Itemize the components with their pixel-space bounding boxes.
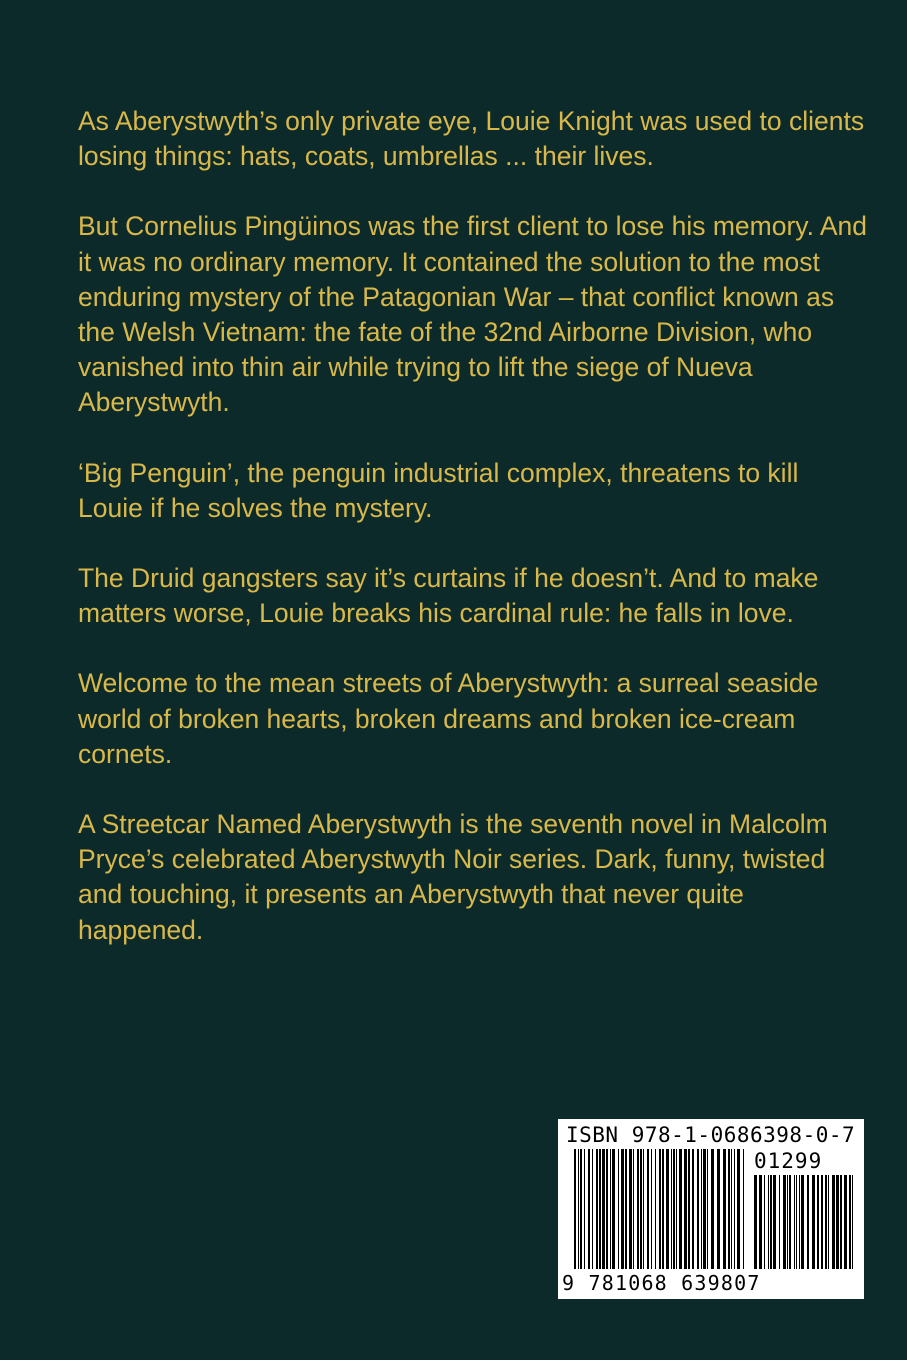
barcode-bar	[676, 1149, 677, 1269]
barcode-bar	[832, 1175, 835, 1269]
blurb-paragraph: Welcome to the mean streets of Aberystwyth: a surreal seaside world of broken hearts, broken dreams and broken ice-cream cornets.	[78, 668, 819, 769]
barcode-bar	[779, 1175, 780, 1269]
barcode-bar	[612, 1149, 615, 1269]
barcode-bar	[728, 1149, 730, 1269]
barcode-bar	[812, 1175, 815, 1269]
barcode-bar	[799, 1175, 800, 1269]
barcode-bar	[703, 1149, 706, 1269]
barcode-bar	[580, 1149, 582, 1269]
barcode-bar	[789, 1175, 791, 1269]
blurb-paragraph: The Druid gangsters say it’s curtains if he doesn’t. And to make matters worse, Louie breaks his cardinal rule: he falls in love.	[78, 563, 819, 629]
price-code: 01299	[754, 1149, 823, 1173]
barcode-bar	[821, 1175, 823, 1269]
barcode-bar	[807, 1175, 809, 1269]
isbn-barcode	[558, 1119, 864, 1299]
barcode-bar	[743, 1149, 744, 1269]
barcode-bar	[655, 1149, 656, 1269]
barcode-bar	[794, 1175, 795, 1269]
addon-barcode-bars	[754, 1175, 856, 1271]
barcode-bar	[666, 1149, 669, 1269]
barcode-bar	[574, 1149, 576, 1269]
blurb-paragraph: As Aberystwyth’s only private eye, Louie Knight was used to clients losing things: hats, coats, umbrellas ... their lives.	[78, 106, 865, 172]
barcode-bar	[836, 1175, 839, 1269]
barcode-bar	[621, 1149, 624, 1269]
barcode-bar	[625, 1149, 627, 1269]
isbn-label: ISBN 978-1-0686398-0-7	[566, 1123, 856, 1147]
barcode-bar	[679, 1149, 682, 1269]
barcode-bar	[796, 1175, 797, 1269]
blurb-text	[78, 104, 868, 983]
barcode-bar	[618, 1149, 619, 1269]
barcode-bar	[659, 1149, 661, 1269]
barcode-bar	[588, 1149, 590, 1269]
barcode-bar	[637, 1149, 639, 1269]
barcode-bar	[817, 1175, 819, 1269]
barcode-bar	[671, 1149, 672, 1269]
barcode-bar	[759, 1175, 762, 1269]
barcode-bar	[592, 1149, 593, 1269]
barcode-bar	[849, 1175, 851, 1269]
barcode-bar	[723, 1149, 726, 1269]
barcode-bar	[852, 1175, 853, 1269]
barcode-bar	[825, 1175, 827, 1269]
barcode-bar	[688, 1149, 690, 1269]
barcode-bar	[770, 1175, 772, 1269]
barcode-bar	[629, 1149, 632, 1269]
barcode-bar	[692, 1149, 694, 1269]
barcode-bar	[662, 1149, 664, 1269]
blurb-paragraph: A Streetcar Named Aberystwyth is the seventh novel in Malcolm Pryce’s celebrated Aberystwyth Noir series. Dark, funny, twisted and touching, it presents an Aberystwyth that never quite happened.	[78, 809, 828, 945]
barcode-bar	[773, 1175, 776, 1269]
barcode-bar	[599, 1149, 601, 1269]
barcode-bar	[754, 1175, 757, 1269]
barcode-bar	[602, 1149, 605, 1269]
barcode-bar	[643, 1149, 644, 1269]
barcode-bar	[844, 1175, 847, 1269]
barcode-bar	[737, 1149, 740, 1269]
barcode-bar	[578, 1149, 579, 1269]
barcode-bar	[801, 1175, 804, 1269]
barcode-bar	[828, 1175, 829, 1269]
barcode-bar	[697, 1149, 699, 1269]
barcode-bar	[610, 1149, 611, 1269]
barcode-bar	[640, 1149, 642, 1269]
blurb-paragraph: But Cornelius Pingüinos was the first client to lose his memory. And it was no ordinary memory. It contained the solution to the most enduring mystery of the Patagonian War – that conflict known as the Welsh Vietnam: the fate of the 32nd Airborne Division, who vanished into thin air while trying to lift the siege of Nueva Aberystwyth.	[78, 211, 867, 418]
barcode-bar	[840, 1175, 842, 1269]
ean-digits: 9 781068 639807	[562, 1271, 761, 1295]
barcode-bar	[701, 1149, 702, 1269]
barcode-bar	[684, 1149, 687, 1269]
barcode-bars	[574, 1149, 746, 1277]
barcode-bar	[584, 1149, 585, 1269]
barcode-bar	[787, 1175, 788, 1269]
barcode-bar	[717, 1149, 720, 1269]
barcode-bar	[764, 1175, 765, 1269]
barcode-bar	[673, 1149, 675, 1269]
barcode-bar	[647, 1149, 649, 1269]
barcode-bar	[651, 1149, 652, 1269]
barcode-bar	[606, 1149, 608, 1269]
barcode-bar	[711, 1149, 714, 1269]
barcode-bar	[596, 1149, 598, 1269]
barcode-bar	[768, 1175, 769, 1269]
barcode-bar	[783, 1175, 786, 1269]
barcode-bar	[633, 1149, 634, 1269]
barcode-bar	[731, 1149, 732, 1269]
barcode-bar	[734, 1149, 735, 1269]
barcode-bar	[707, 1149, 708, 1269]
blurb-paragraph: ‘Big Penguin’, the penguin industrial complex, threatens to kill Louie if he solves the mystery.	[78, 457, 799, 523]
